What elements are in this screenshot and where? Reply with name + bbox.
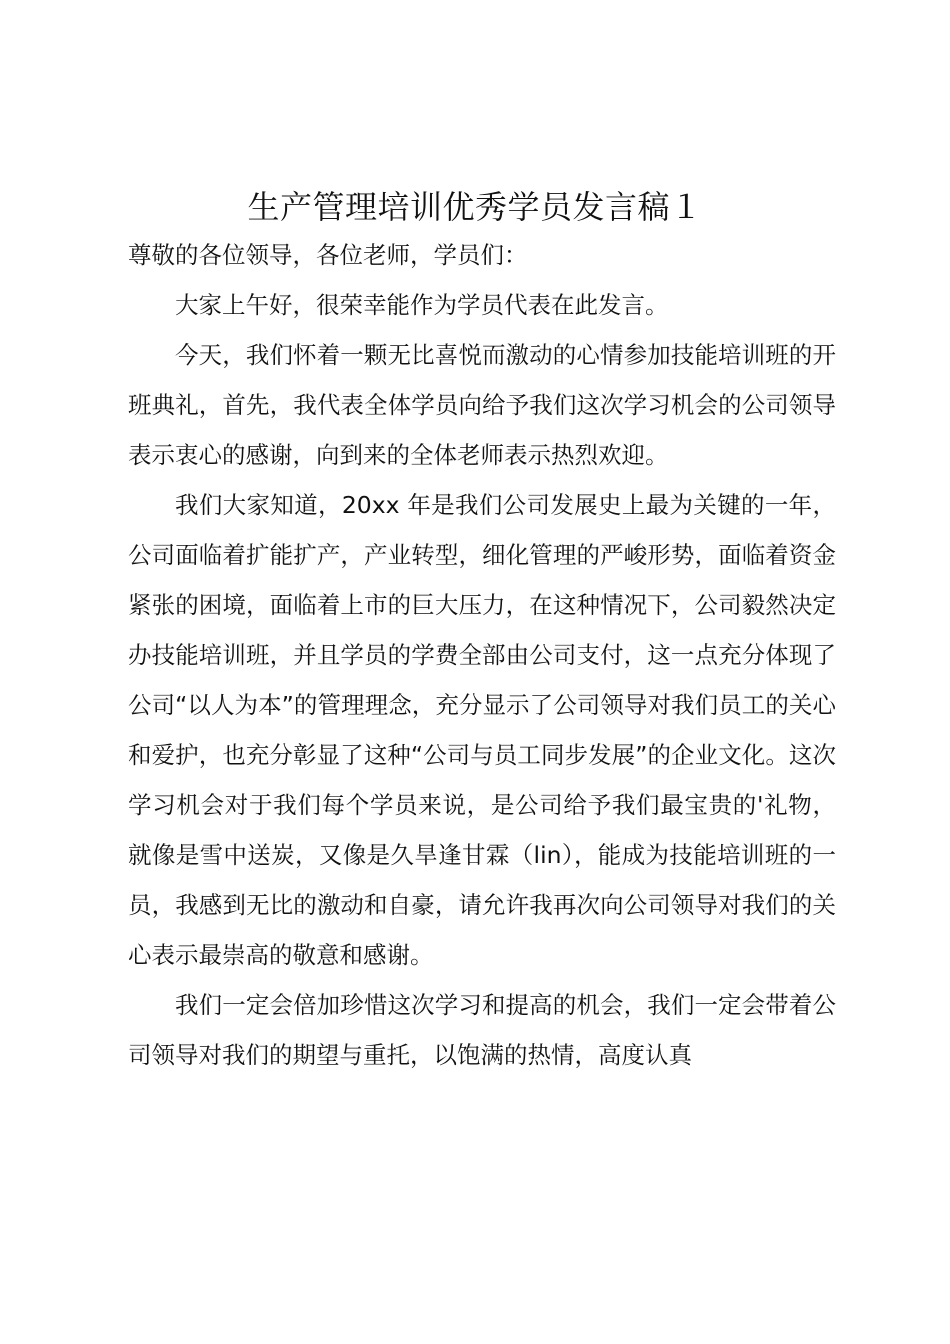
salutation: 尊敬的各位领导，各位老师，学员们： xyxy=(128,241,528,269)
paragraph-greeting: 大家上午好，很荣幸能作为学员代表在此发言。 xyxy=(175,291,669,319)
paragraph-thanks: 今天，我们怀着一颗无比喜悦而激动的心情参加技能培训班的开班典礼，首先，我代表全体学员向给予我们这次学习机会的公司领导表示衷心的感谢，向到来的全体老师表示热烈欢迎。 xyxy=(128,341,836,469)
paragraph-company-context: 我们大家知道，20xx 年是我们公司发展史上最为关键的一年，公司面临着扩能扩产，产业转型，细化管理的严峻形势，面临着资金紧张的困境，面临着上市的巨大压力，在这种情况下，公司毅然决定办技能培训班，并且学员的学费全部由公司支付，这一点充分体现了公司“以人为本”的管理理念，充分显示了公司领导对我们员工的关心和爱护，也充分彰显了这种“公司与员工同步发展”的企业文化。这次学习机会对于我们每个学员来说，是公司给予我们最宝贵的'礼物，就像是雪中送炭，又像是久旱逢甘霖（lin），能成为技能培训班的一员，我感到无比的激动和自豪，请允许我再次向公司领导对我们的关心表示最崇高的敬意和感谢。 xyxy=(128,491,836,969)
document-title: 生产管理培训优秀学员发言稿１ xyxy=(247,188,703,226)
paragraph-commitment: 我们一定会倍加珍惜这次学习和提高的机会，我们一定会带着公司领导对我们的期望与重托，以饱满的热情，高度认真 xyxy=(128,991,836,1069)
document-body xyxy=(128,230,836,1080)
